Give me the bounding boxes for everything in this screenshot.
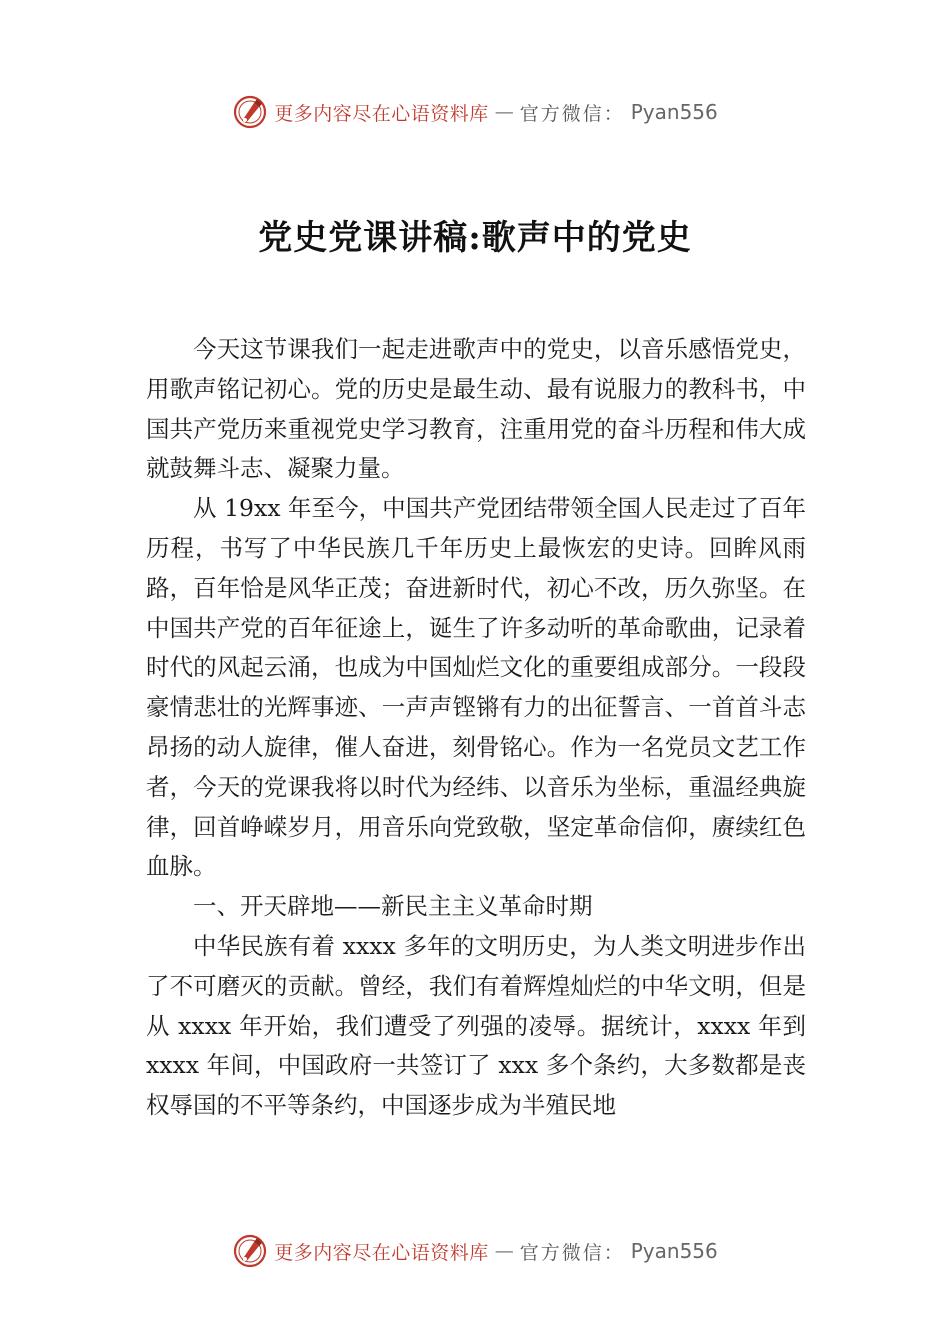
body-paragraph: 今天这节课我们一起走进歌声中的党史，以音乐感悟党史，用歌声铭记初心。党的历史是最生动、最有说服力的教科书，中国共产党历来重视党史学习教育，注重用党的奋斗历程和伟大成就鼓舞斗志、凝聚力量。	[146, 335, 806, 483]
body-paragraph: 中华民族有着 xxxx 多年的文明历史，为人类文明进步作出了不可磨灭的贡献。曾经，我们有着辉煌灿烂的中华文明，但是从 xxxx 年开始，我们遭受了列强的凌辱。据统计，xxxx 年到 xxxx 年间，中国政府一共签订了 xxx 多个条约，大多数都是丧权辱国的不平等条约，中国逐步成为半殖民地	[146, 931, 806, 1120]
promo-separator: —	[494, 1240, 514, 1262]
watermark-banner-bottom	[0, 1233, 950, 1269]
pen-nib-seal-icon	[232, 1233, 268, 1269]
document-body	[146, 330, 806, 1126]
body-paragraph: 从 19xx 年至今，中国共产党团结带领全国人民走过了百年历程，书写了中华民族几千年历史上最恢宏的史诗。回眸风雨路，百年恰是风华正茂；奋进新时代，初心不改，历久弥坚。在中国共产党的百年征途上，诞生了许多动听的革命歌曲，记录着时代的风起云涌，也成为中国灿烂文化的重要组成部分。一段段豪情悲壮的光辉事迹、一声声铿锵有力的出征誓言、一首首斗志昂扬的动人旋律，催人奋进，刻骨铭心。作为一名党员文艺工作者，今天的党课我将以时代为经纬、以音乐为坐标，重温经典旋律，回首峥嵘岁月，用音乐向党致敬，坚定革命信仰，赓续红色血脉。	[146, 494, 806, 881]
watermark-banner-top	[0, 94, 950, 130]
wechat-label: 官方微信：	[519, 1241, 625, 1264]
section-heading: 一、开天辟地——新民主主义革命时期	[193, 892, 593, 921]
document-title: 党史党课讲稿:歌声中的党史	[258, 218, 692, 258]
wechat-id: Pyan556	[630, 1239, 718, 1263]
pen-nib-seal-icon	[232, 94, 268, 130]
promo-text: 更多内容尽在心语资料库	[274, 102, 489, 125]
promo-text: 更多内容尽在心语资料库	[274, 1241, 489, 1264]
promo-separator: —	[494, 101, 514, 123]
wechat-label: 官方微信：	[519, 102, 625, 125]
wechat-id: Pyan556	[630, 100, 718, 124]
